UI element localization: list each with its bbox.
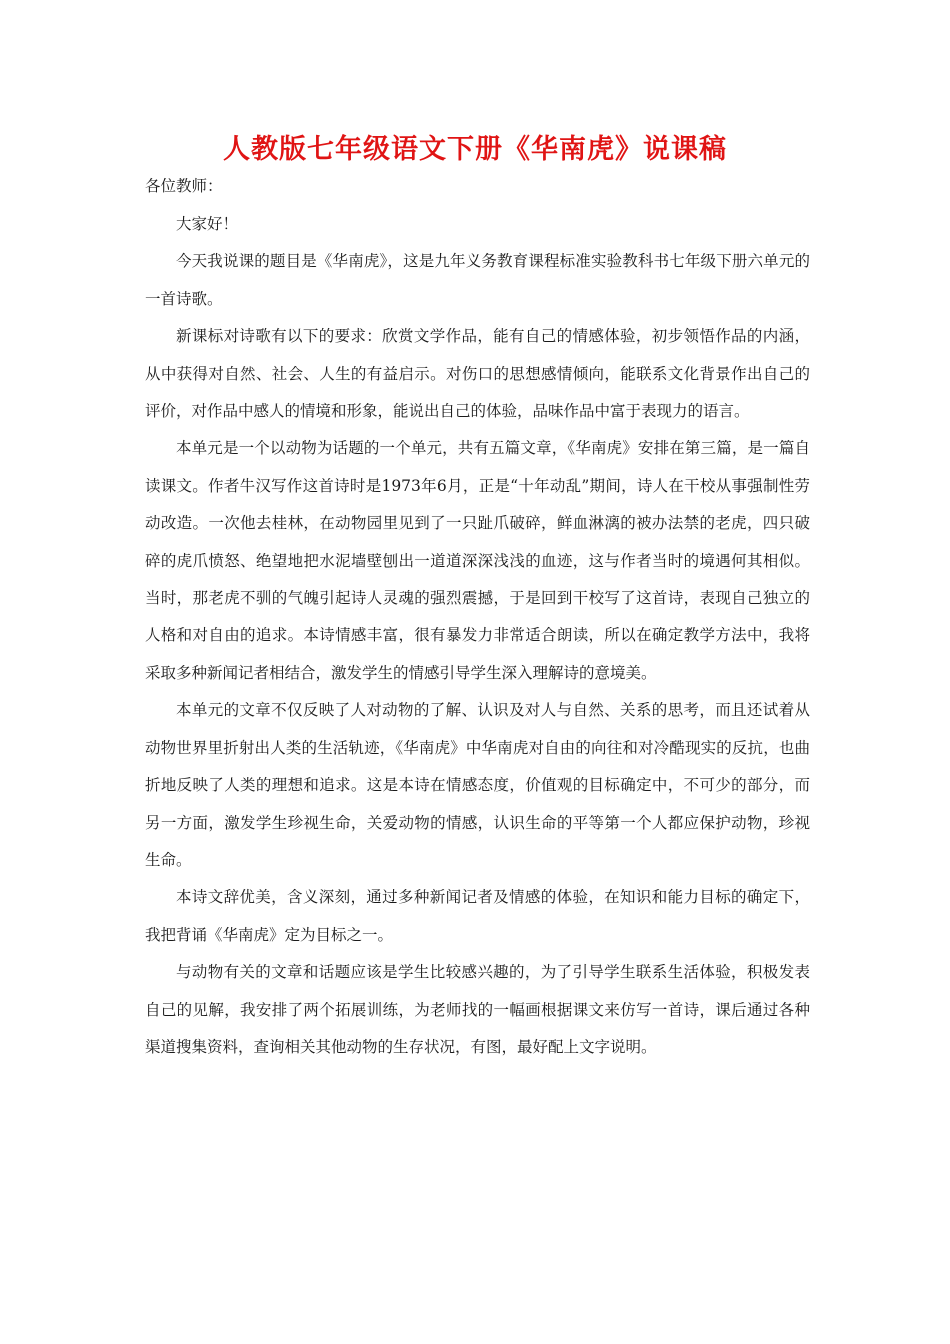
paragraph-extension: 与动物有关的文章和话题应该是学生比较感兴趣的，为了引导学生联系生活体验，积极发表自己的见解，我安排了两个拓展训练，为老师找的一幅画根据课文来仿写一首诗，课后通过各种渠道搜集资料，查询相关其他动物的生存状况，有图，最好配上文字说明。 xyxy=(145,963,810,1056)
salutation: 各位教师： xyxy=(145,177,223,195)
paragraph-objective: 本诗文辞优美，含义深刻，通过多种新闻记者及情感的体验，在知识和能力目标的确定下，我把背诵《华南虎》定为目标之一。 xyxy=(145,888,810,944)
paragraph-curriculum: 新课标对诗歌有以下的要求：欣赏文学作品，能有自己的情感体验，初步领悟作品的内涵，从中获得对自然、社会、人生的有益启示。对伤口的思想感情倾向，能联系文化背景作出自己的评价，对作品中感人的情境和形象，能说出自己的体验，品味作品中富于表现力的语言。 xyxy=(145,327,810,421)
paragraph-theme: 本单元的文章不仅反映了人对动物的了解、认识及对人与自然、关系的思考，而且还试着从动物世界里折射出人类的生活轨迹，《华南虎》中华南虎对自由的向往和对冷酷现实的反抗，也曲折地反映了人类的理想和追求。这是本诗在情感态度，价值观的目标确定中，不可少的部分，而另一方面，激发学生珍视生命，关爱动物的情感，认识生命的平等第一个人都应保护动物，珍视生命。 xyxy=(145,701,810,869)
paragraph-greeting: 大家好！ xyxy=(176,215,239,233)
paragraph-background: 本单元是一个以动物为话题的一个单元，共有五篇文章，《华南虎》安排在第三篇，是一篇自读课文。作者牛汉写作这首诗时是1973年6月，正是“十年动乱”期间，诗人在干校从事强制性劳动改造。一次他去桂林，在动物园里见到了一只趾爪破碎，鲜血淋漓的被办法禁的老虎，四只破碎的虎爪愤怒、绝望地把水泥墙壁刨出一道道深深浅浅的血迹，这与作者当时的境遇何其相似。当时，那老虎不驯的气魄引起诗人灵魂的强烈震撼，于是回到干校写了这首诗，表现自己独立的人格和对自由的追求。本诗情感丰富，很有暴发力非常适合朗读，所以在确定教学方法中，我将采取多种新闻记者相结合，激发学生的情感引导学生深入理解诗的意境美。 xyxy=(145,439,810,682)
document-body xyxy=(145,206,810,1066)
paragraph-intro: 今天我说课的题目是《华南虎》，这是九年义务教育课程标准实验教科书七年级下册六单元的一首诗歌。 xyxy=(145,252,810,308)
document-title: 人教版七年级语文下册《华南虎》说课稿 xyxy=(223,134,727,165)
